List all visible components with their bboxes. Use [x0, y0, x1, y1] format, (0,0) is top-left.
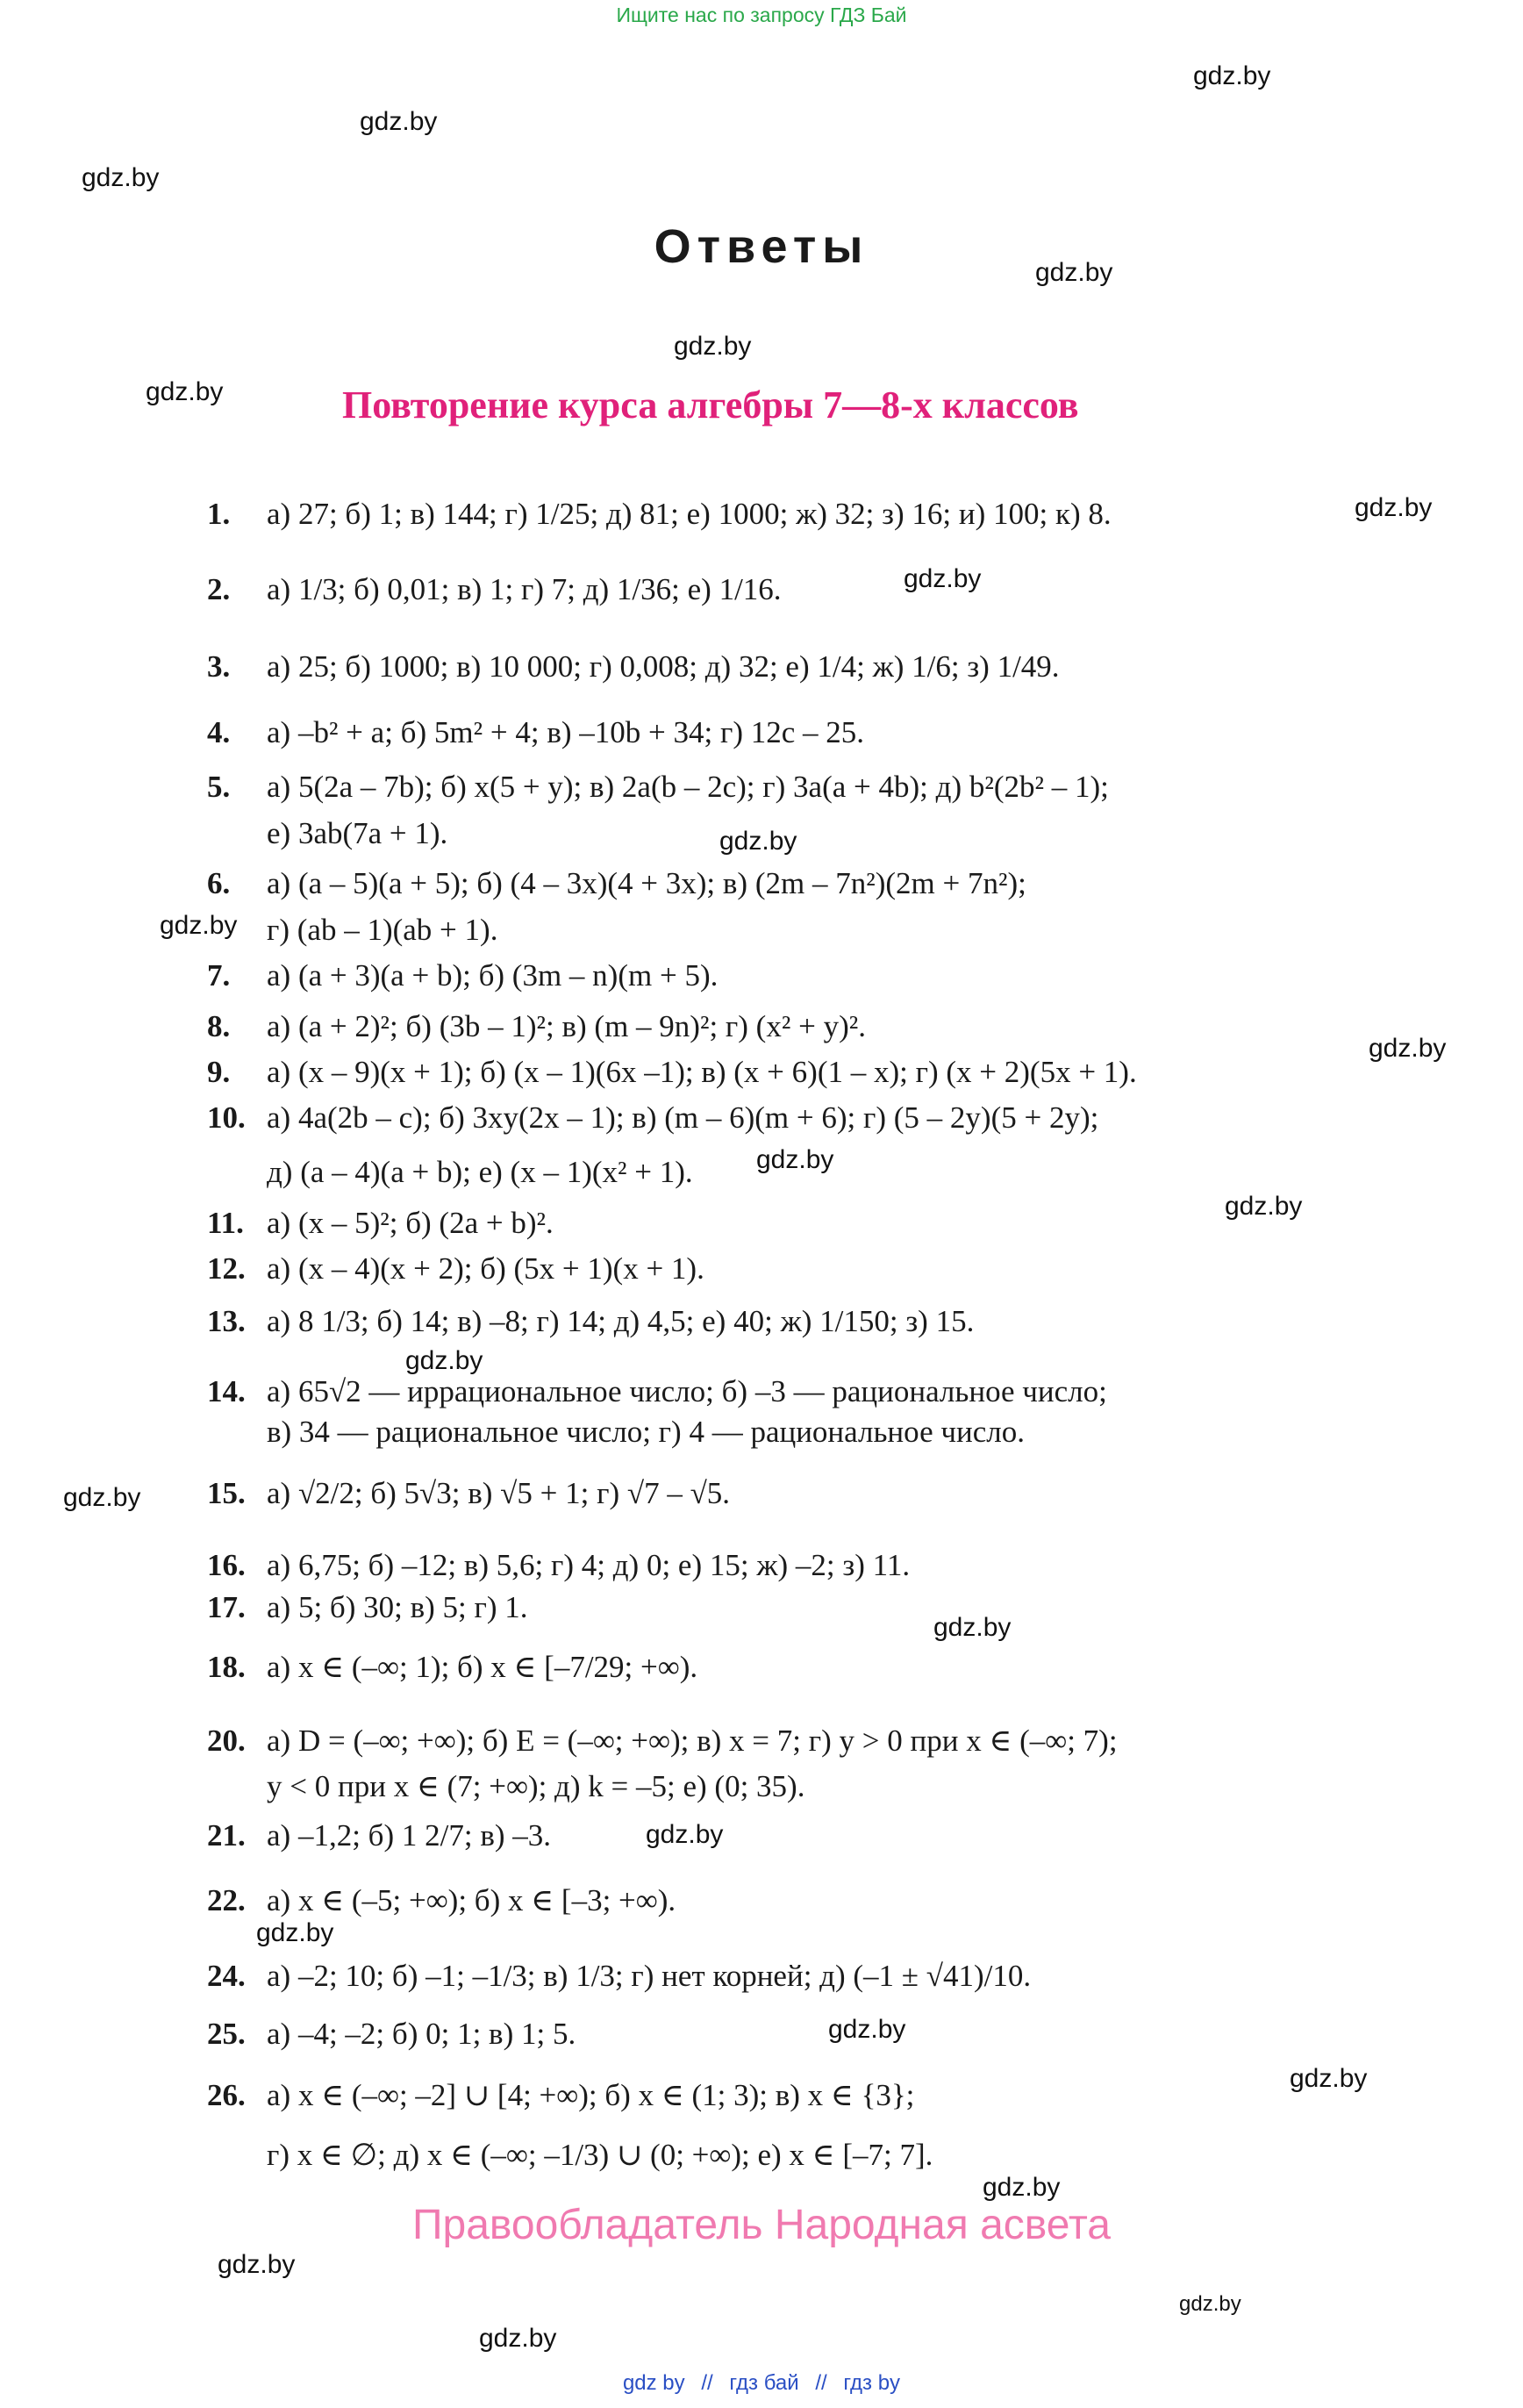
answer-line — [207, 1251, 704, 1286]
watermark: gdz.by — [218, 2250, 296, 2279]
answer-text: в) 34 — рациональное число; г) 4 — рациональное число. — [267, 1415, 1025, 1449]
watermark: gdz.by — [674, 332, 752, 361]
answer-text: а) 65√2 — иррациональное число; б) –3 — рациональное число; — [267, 1374, 1107, 1408]
answer-text: г) (ab – 1)(ab + 1). — [267, 913, 498, 947]
answer-line — [207, 816, 447, 851]
watermark: gdz.by — [933, 1613, 1012, 1642]
answer-number: 24. — [207, 1959, 246, 1993]
answer-line — [207, 2017, 576, 2052]
answer-line — [207, 1590, 528, 1625]
watermark: gdz.by — [719, 827, 797, 856]
answer-text: а) (a + 2)²; б) (3b – 1)²; в) (m – 9n)²; г) (x² + y)². — [267, 1009, 866, 1043]
answer-text: а) –4; –2; б) 0; 1; в) 1; 5. — [267, 2017, 576, 2051]
section-subtitle: Повторение курса алгебры 7—8-х классов — [342, 383, 1079, 426]
footer-link[interactable]: gdz by — [622, 2371, 685, 2395]
watermark: gdz.by — [1369, 1034, 1447, 1063]
answer-line — [207, 1100, 1098, 1136]
answer-line — [207, 1818, 551, 1853]
answer-line — [207, 572, 782, 607]
answer-number: 3. — [207, 649, 231, 684]
answer-text: д) (a – 4)(a + b); е) (x – 1)(x² + 1). — [267, 1155, 693, 1189]
answer-number: 17. — [207, 1590, 246, 1624]
answer-line — [207, 1883, 676, 1918]
answer-line — [207, 913, 497, 948]
answer-text: а) –2; 10; б) –1; –1/3; в) 1/3; г) нет корней; д) (–1 ± √41)/10. — [267, 1959, 1032, 1993]
answer-number: 11. — [207, 1206, 244, 1240]
answer-number: 20. — [207, 1724, 246, 1758]
footer-links — [0, 2371, 1523, 2396]
answer-number: 12. — [207, 1251, 246, 1286]
answer-text: а) (a + 3)(a + b); б) (3m – n)(m + 5). — [267, 958, 719, 993]
answer-number: 9. — [207, 1055, 231, 1089]
answer-line — [207, 2138, 933, 2173]
answer-line — [207, 715, 864, 750]
answer-number: 22. — [207, 1883, 246, 1917]
answer-text: а) 1/3; б) 0,01; в) 1; г) 7; д) 1/36; е) 1/16. — [267, 572, 782, 606]
answer-line — [207, 1724, 1118, 1759]
answer-line — [207, 1009, 866, 1044]
answer-line — [207, 1415, 1025, 1450]
answer-number: 2. — [207, 572, 231, 606]
answer-line — [207, 958, 718, 993]
watermark: gdz.by — [160, 911, 238, 940]
watermark: gdz.by — [63, 1483, 141, 1512]
footer-link[interactable]: гдз by — [843, 2371, 901, 2395]
top-search-link[interactable]: Ищите нас по запросу ГДЗ Бай — [616, 4, 907, 26]
watermark: gdz.by — [405, 1346, 483, 1375]
watermark: gdz.by — [256, 1918, 334, 1947]
answer-number: 6. — [207, 866, 231, 900]
watermark: gdz.by — [82, 163, 160, 192]
footer-separator: // — [815, 2371, 827, 2395]
answer-number: 5. — [207, 770, 231, 804]
watermark: gdz.by — [983, 2173, 1061, 2202]
watermark: gdz.by — [756, 1145, 834, 1174]
watermark: gdz.by — [479, 2324, 557, 2353]
answer-line — [207, 1304, 974, 1339]
answer-number: 25. — [207, 2017, 246, 2051]
watermark: gdz.by — [1035, 258, 1113, 287]
watermark: gdz.by — [1355, 493, 1433, 522]
answer-text: а) 5(2a – 7b); б) x(5 + y); в) 2a(b – 2c); г) 3a(a + 4b); д) b²(2b² – 1); — [267, 770, 1109, 804]
answer-line — [207, 1548, 910, 1583]
answer-text: а) D = (–∞; +∞); б) E = (–∞; +∞); в) x = 7; г) y > 0 при x ∈ (–∞; 7); — [267, 1724, 1118, 1758]
answer-text: а) 25; б) 1000; в) 10 000; г) 0,008; д) 32; е) 1/4; ж) 1/6; з) 1/49. — [267, 649, 1060, 684]
answer-line — [207, 770, 1109, 805]
answer-number: 15. — [207, 1476, 246, 1510]
answer-line — [207, 1055, 1137, 1090]
answer-line — [207, 1374, 1107, 1409]
watermark: gdz.by — [1193, 61, 1271, 90]
answer-number: 4. — [207, 715, 231, 749]
answer-line — [207, 1769, 804, 1804]
answer-line — [207, 497, 1112, 532]
answer-line — [207, 1476, 730, 1511]
answer-line — [207, 1650, 697, 1685]
answer-text: а) (x – 9)(x + 1); б) (x – 1)(6x –1); в) (x + 6)(1 – x); г) (x + 2)(5x + 1). — [267, 1055, 1137, 1089]
answer-text: а) –b² + a; б) 5m² + 4; в) –10b + 34; г) 12c – 25. — [267, 715, 865, 749]
answer-text: а) 27; б) 1; в) 144; г) 1/25; д) 81; е) 1000; ж) 32; з) 16; и) 100; к) 8. — [267, 497, 1112, 531]
watermark: gdz.by — [646, 1820, 724, 1849]
answer-text: а) x ∈ (–∞; –2] ∪ [4; +∞); б) x ∈ (1; 3); в) x ∈ {3}; — [267, 2078, 915, 2112]
answer-text: а) (x – 4)(x + 2); б) (5x + 1)(x + 1). — [267, 1251, 704, 1286]
answer-line — [207, 866, 1026, 901]
answer-text: а) (a – 5)(a + 5); б) (4 – 3x)(4 + 3x); в) (2m – 7n²)(2m + 7n²); — [267, 866, 1026, 900]
answer-number: 1. — [207, 497, 231, 531]
answer-text: а) √2/2; б) 5√3; в) √5 + 1; г) √7 – √5. — [267, 1476, 731, 1510]
answer-text: а) (x – 5)²; б) (2a + b)². — [267, 1206, 554, 1240]
watermark: gdz.by — [1290, 2064, 1368, 2093]
answer-number: 13. — [207, 1304, 246, 1338]
answer-number: 10. — [207, 1100, 246, 1135]
copyright-notice: Правообладатель Народная асвета — [412, 2202, 1111, 2248]
answer-text: а) 4a(2b – c); б) 3xy(2x – 1); в) (m – 6)(m + 6); г) (5 – 2y)(5 + 2y); — [267, 1100, 1099, 1135]
answer-number: 26. — [207, 2078, 246, 2112]
answer-number: 7. — [207, 958, 231, 993]
answer-number: 18. — [207, 1650, 246, 1684]
watermark: gdz.by — [828, 2015, 906, 2044]
footer-separator: // — [701, 2371, 713, 2395]
watermark: gdz.by — [360, 107, 438, 136]
watermark: gdz.by — [1179, 2292, 1241, 2316]
answer-text: а) –1,2; б) 1 2/7; в) –3. — [267, 1818, 552, 1853]
answer-number: 21. — [207, 1818, 246, 1853]
answer-number: 16. — [207, 1548, 246, 1582]
footer-link[interactable]: гдз бай — [729, 2371, 799, 2395]
page-title: Ответы — [654, 220, 869, 273]
answer-text: а) 6,75; б) –12; в) 5,6; г) 4; д) 0; е) 15; ж) –2; з) 11. — [267, 1548, 911, 1582]
answer-text: е) 3ab(7a + 1). — [267, 816, 448, 850]
answer-number: 14. — [207, 1374, 246, 1408]
answer-text: а) 5; б) 30; в) 5; г) 1. — [267, 1590, 528, 1624]
answer-line — [207, 1959, 1031, 1994]
watermark: gdz.by — [1225, 1192, 1303, 1221]
answer-text: а) 8 1/3; б) 14; в) –8; г) 14; д) 4,5; е) 40; ж) 1/150; з) 15. — [267, 1304, 975, 1338]
answer-text: а) x ∈ (–5; +∞); б) x ∈ [–3; +∞). — [267, 1883, 676, 1917]
watermark: gdz.by — [904, 564, 982, 593]
watermark: gdz.by — [146, 377, 224, 406]
answer-line — [207, 1155, 693, 1190]
answer-line — [207, 1206, 554, 1241]
answer-text: а) x ∈ (–∞; 1); б) x ∈ [–7/29; +∞). — [267, 1650, 698, 1684]
answer-text: y < 0 при x ∈ (7; +∞); д) k = –5; е) (0; 35). — [267, 1769, 805, 1803]
answer-number: 8. — [207, 1009, 231, 1043]
answer-line — [207, 649, 1060, 684]
answer-text: г) x ∈ ∅; д) x ∈ (–∞; –1/3) ∪ (0; +∞); е) x ∈ [–7; 7]. — [267, 2138, 933, 2172]
answer-line — [207, 2078, 914, 2113]
